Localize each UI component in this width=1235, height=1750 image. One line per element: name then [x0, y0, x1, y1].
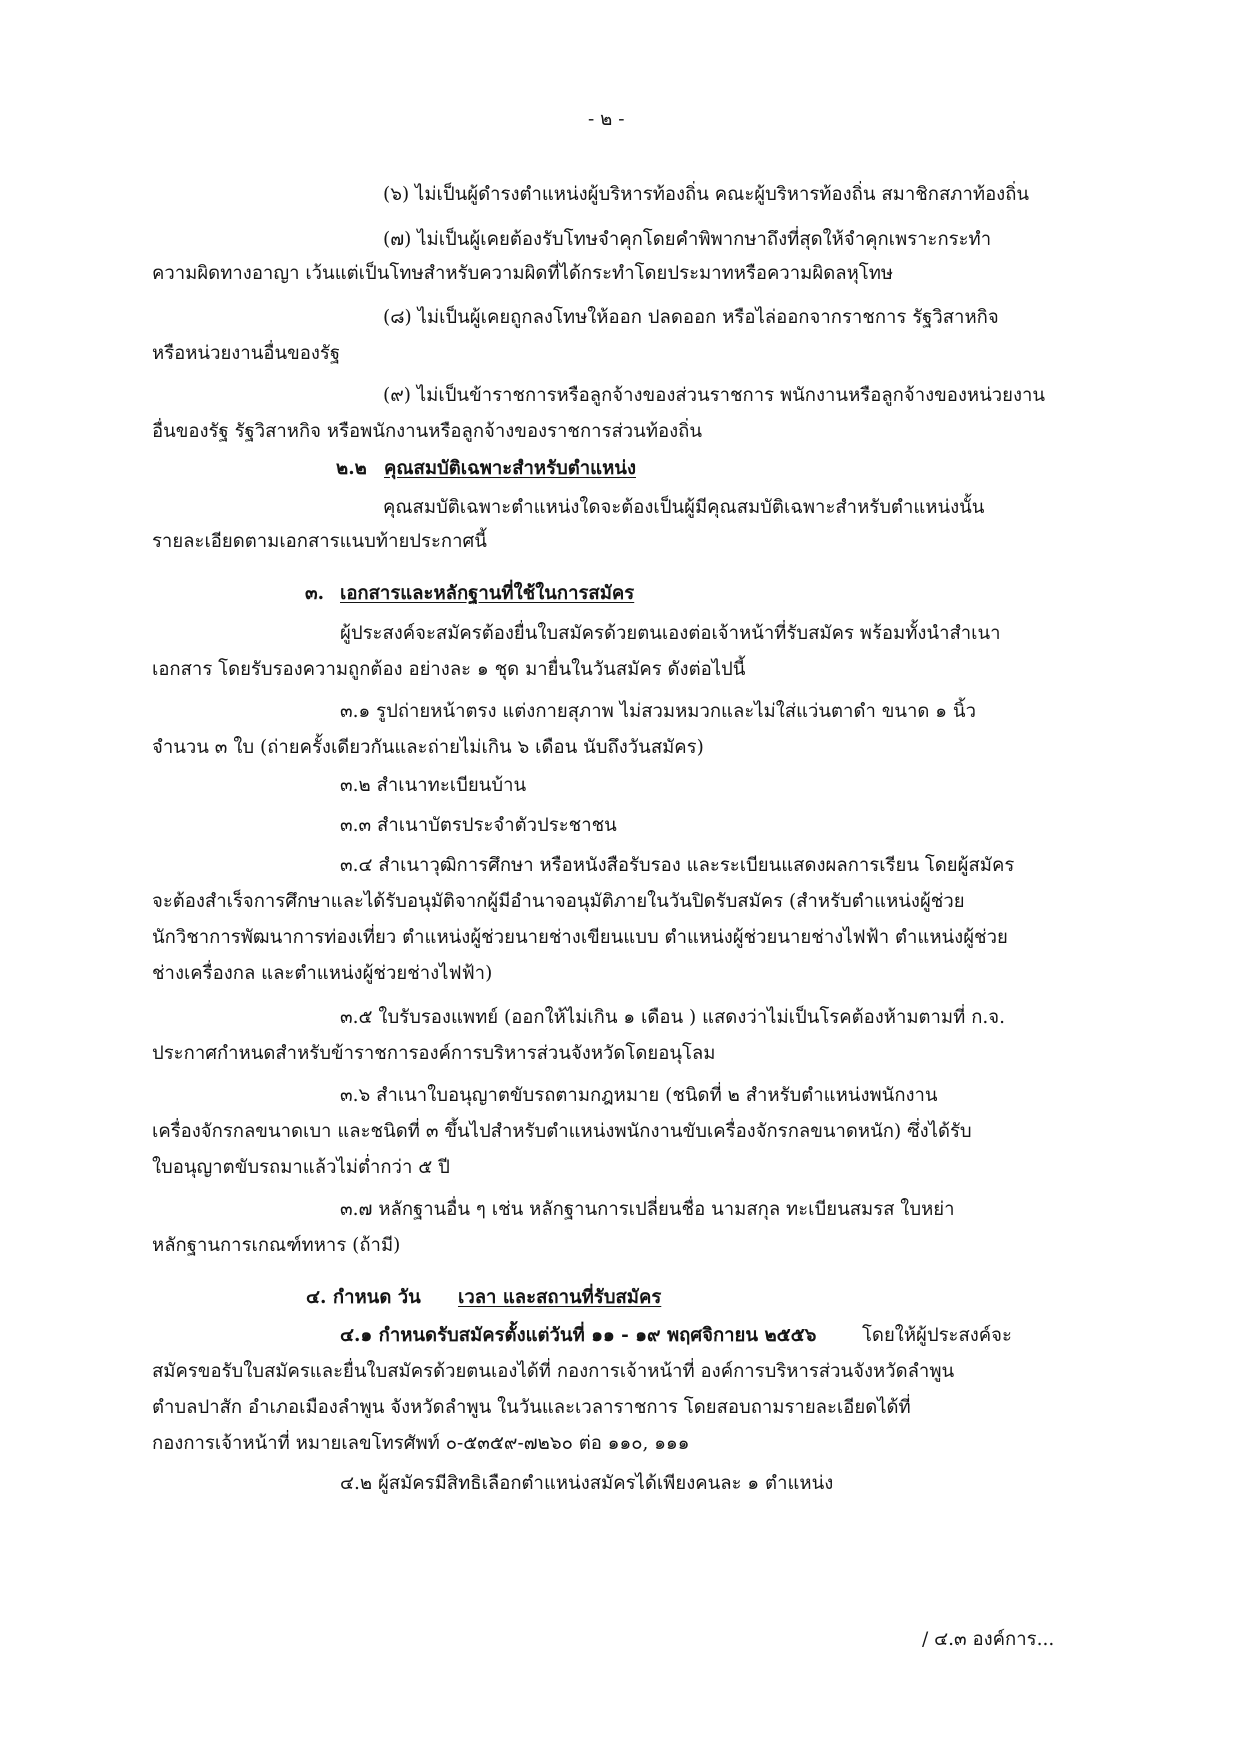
item-3-2: ๓.๒ สำเนาทะเบียนบ้าน	[340, 775, 527, 796]
section-4-heading-start: ๔. กำหนด วัน	[306, 1287, 421, 1308]
item-3-6-cont-1: เครื่องจักรกลขนาดเบา และชนิดที่ ๓ ขึ้นไปสำหรับตำแหน่งพนักงานขับเครื่องจักรกลขนาดหนัก) ซึ่งได้รับ	[152, 1121, 972, 1142]
line-qualification-8: (๘) ไม่เป็นผู้เคยถูกลงโทษให้ออก ปลดออก หรือไล่ออกจากราชการ รัฐวิสาหกิจ	[383, 307, 999, 328]
line-qualification-9-cont: อื่นของรัฐ รัฐวิสาหกิจ หรือพนักงานหรือลูกจ้างของราชการส่วนท้องถิ่น	[152, 421, 703, 442]
item-3-4: ๓.๔ สำเนาวุฒิการศึกษา หรือหนังสือรับรอง และระเบียนแสดงผลการเรียน โดยผู้สมัคร	[340, 855, 1015, 876]
line-qualification-9: (๙) ไม่เป็นข้าราชการหรือลูกจ้างของส่วนราชการ พนักงานหรือลูกจ้างของหน่วยงาน	[383, 385, 1046, 406]
section-2-2-number: ๒.๒	[336, 458, 367, 479]
item-3-6: ๓.๖ สำเนาใบอนุญาตขับรถตามกฎหมาย (ชนิดที่ ๒ สำหรับตำแหน่งพนักงาน	[340, 1085, 938, 1106]
section-3-number: ๓.	[305, 583, 325, 604]
item-3-3: ๓.๓ สำเนาบัตรประจำตัวประชาชน	[340, 815, 617, 836]
item-3-5: ๓.๕ ใบรับรองแพทย์ (ออกให้ไม่เกิน ๑ เดือน ) แสดงว่าไม่เป็นโรคต้องห้ามตามที่ ก.จ.	[340, 1007, 1006, 1028]
footer-continuation: / ๔.๓ องค์การ...	[922, 1629, 1055, 1650]
line-qualification-7: (๗) ไม่เป็นผู้เคยต้องรับโทษจำคุกโดยคำพิพากษาถึงที่สุดให้จำคุกเพราะกระทำ	[383, 229, 992, 250]
item-4-1-cont-2: ตำบลปาสัก อำเภอเมืองลำพูน จังหวัดลำพูน ในวันและเวลาราชการ โดยสอบถามรายละเอียดได้ที่	[152, 1397, 911, 1418]
item-4-2: ๔.๒ ผู้สมัครมีสิทธิเลือกตำแหน่งสมัครได้เพียงคนละ ๑ ตำแหน่ง	[340, 1473, 834, 1494]
item-3-6-cont-2: ใบอนุญาตขับรถมาแล้วไม่ต่ำกว่า ๕ ปี	[152, 1157, 450, 1178]
item-3-4-cont-3: ช่างเครื่องกล และตำแหน่งผู้ช่วยช่างไฟฟ้า)	[152, 963, 493, 984]
section-2-2-heading: คุณสมบัติเฉพาะสำหรับตำแหน่ง	[384, 458, 636, 479]
item-3-7-cont: หลักฐานการเกณฑ์ทหาร (ถ้ามี)	[152, 1235, 401, 1256]
item-4-1-cont-3: กองการเจ้าหน้าที่ หมายเลขโทรศัพท์ ๐-๕๓๕๙-๗๒๖๐ ต่อ ๑๑๐, ๑๑๑	[152, 1433, 690, 1454]
line-qualification-7-cont: ความผิดทางอาญา เว้นแต่เป็นโทษสำหรับความผิดที่ได้กระทำโดยประมาทหรือความผิดลหุโทษ	[152, 263, 894, 284]
line-qualification-8-cont: หรือหน่วยงานอื่นของรัฐ	[152, 343, 341, 364]
item-3-5-cont: ประกาศกำหนดสำหรับข้าราชการองค์การบริหารส่วนจังหวัดโดยอนุโลม	[152, 1043, 716, 1064]
section-3-intro-cont: เอกสาร โดยรับรองความถูกต้อง อย่างละ ๑ ชุด มายื่นในวันสมัคร ดังต่อไปนี้	[152, 659, 746, 680]
item-4-1-text: โดยให้ผู้ประสงค์จะ	[862, 1325, 1012, 1346]
item-4-1-dates: ๔.๑ กำหนดรับสมัครตั้งแต่วันที่ ๑๑ - ๑๙ พฤศจิกายน ๒๕๕๖	[340, 1325, 817, 1346]
item-4-1-cont-1: สมัครขอรับใบสมัครและยื่นใบสมัครด้วยตนเองได้ที่ กองการเจ้าหน้าที่ องค์การบริหารส่วนจังหวัดลำพูน	[152, 1361, 955, 1382]
item-3-1: ๓.๑ รูปถ่ายหน้าตรง แต่งกายสุภาพ ไม่สวมหมวกและไม่ใส่แว่นตาดำ ขนาด ๑ นิ้ว	[340, 701, 976, 722]
section-4-heading-rest: เวลา และสถานที่รับสมัคร	[458, 1287, 662, 1308]
item-3-7: ๓.๗ หลักฐานอื่น ๆ เช่น หลักฐานการเปลี่ยนชื่อ นามสกุล ทะเบียนสมรส ใบหย่า	[340, 1199, 955, 1220]
item-3-4-cont-1: จะต้องสำเร็จการศึกษาและได้รับอนุมัติจากผู้มีอำนาจอนุมัติภายในวันปิดรับสมัคร (สำหรับตำแหน่งผู้ช่วย	[152, 891, 965, 912]
section-3-heading: เอกสารและหลักฐานที่ใช้ในการสมัคร	[340, 583, 635, 604]
item-3-4-cont-2: นักวิชาการพัฒนาการท่องเที่ยว ตำแหน่งผู้ช่วยนายช่างเขียนแบบ ตำแหน่งผู้ช่วยนายช่างไฟฟ้า ตำแหน่งผู้ช่วย	[152, 927, 1008, 948]
item-3-1-cont: จำนวน ๓ ใบ (ถ่ายครั้งเดียวกันและถ่ายไม่เกิน ๖ เดือน นับถึงวันสมัคร)	[152, 737, 704, 758]
section-3-intro: ผู้ประสงค์จะสมัครต้องยื่นใบสมัครด้วยตนเองต่อเจ้าหน้าที่รับสมัคร พร้อมทั้งนำสำเนา	[340, 623, 1001, 644]
line-qualification-6: (๖) ไม่เป็นผู้ดำรงตำแหน่งผู้บริหารท้องถิ่น คณะผู้บริหารท้องถิ่น สมาชิกสภาท้องถิ่น	[383, 184, 1030, 205]
section-2-2-text-cont: รายละเอียดตามเอกสารแนบท้ายประกาศนี้	[152, 531, 487, 552]
section-2-2-text: คุณสมบัติเฉพาะตำแหน่งใดจะต้องเป็นผู้มีคุณสมบัติเฉพาะสำหรับตำแหน่งนั้น	[383, 497, 985, 518]
page-number: - ๒ -	[588, 109, 625, 130]
